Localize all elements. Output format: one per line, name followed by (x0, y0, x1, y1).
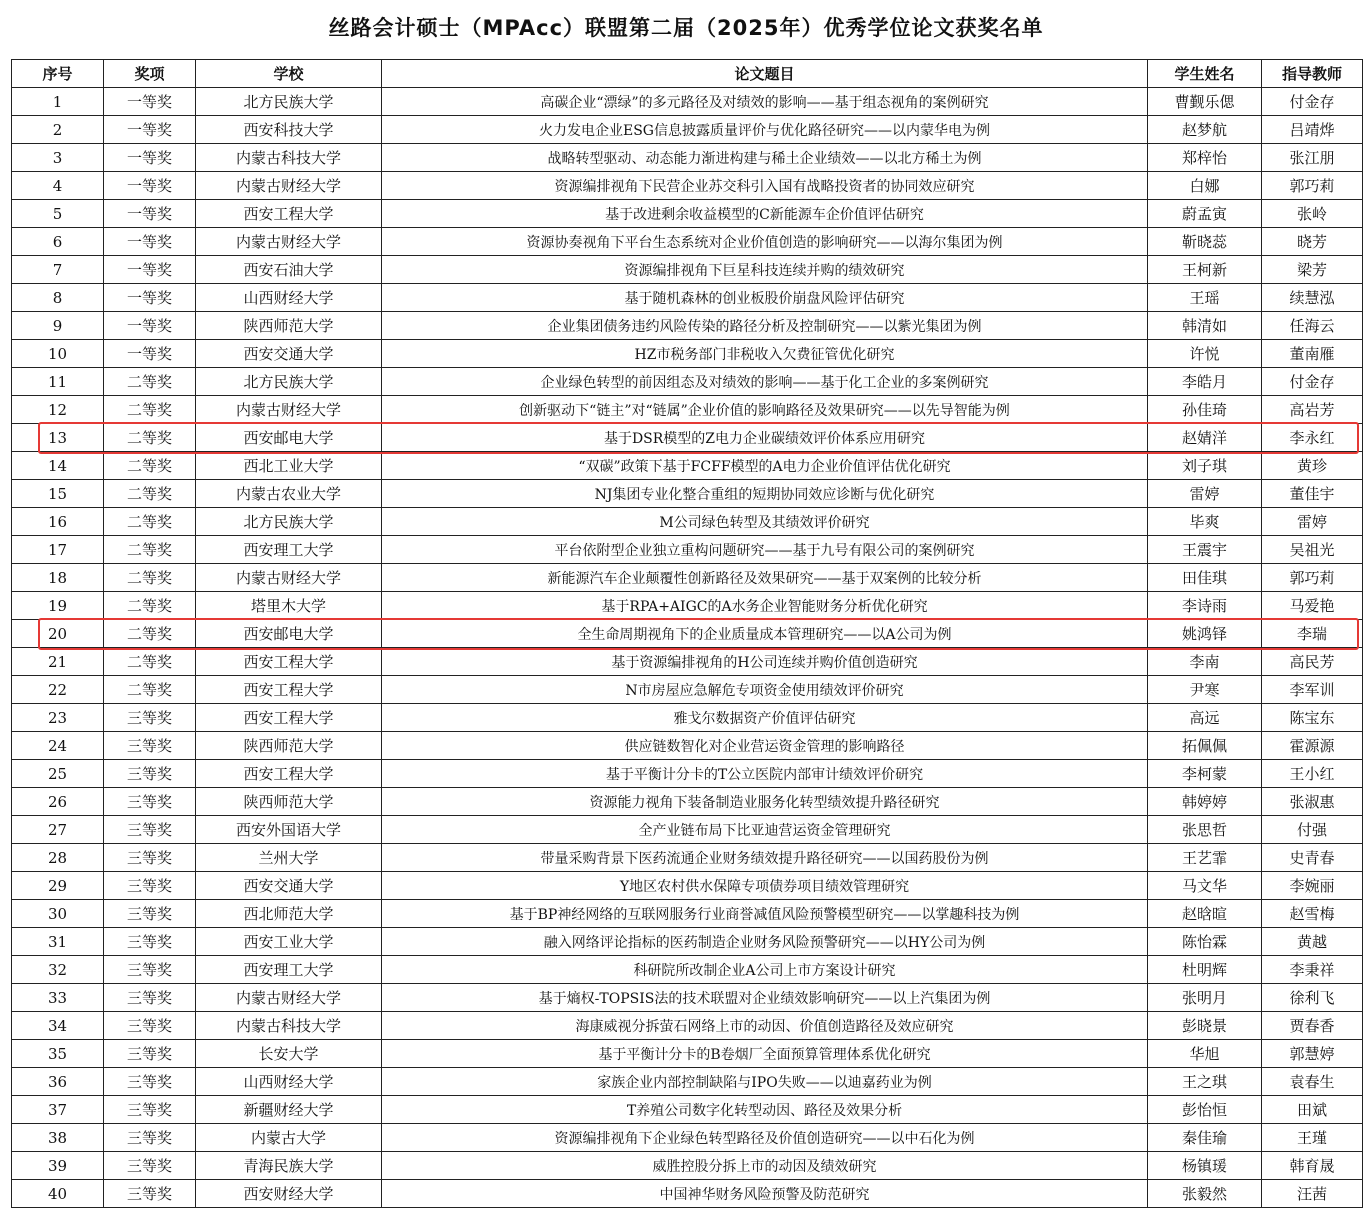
table-row (12, 676, 1363, 704)
cell-school: 青海民族大学 (196, 1152, 382, 1180)
cell-award: 二等奖 (104, 620, 196, 648)
cell-advisor: 董佳宇 (1262, 480, 1363, 508)
cell-advisor: 付强 (1262, 816, 1363, 844)
cell-thesis: 资源协奏视角下平台生态系统对企业价值创造的影响研究——以海尔集团为例 (382, 228, 1148, 256)
cell-no: 29 (12, 872, 104, 900)
table-row (12, 256, 1363, 284)
cell-thesis: 基于平衡计分卡的T公立医院内部审计绩效评价研究 (382, 760, 1148, 788)
cell-thesis: 基于改进剩余收益模型的C新能源车企价值评估研究 (382, 200, 1148, 228)
table-row (12, 172, 1363, 200)
cell-school: 山西财经大学 (196, 284, 382, 312)
cell-advisor: 李永红 (1262, 424, 1363, 452)
cell-no: 33 (12, 984, 104, 1012)
cell-thesis: 基于平衡计分卡的B卷烟厂全面预算管理体系优化研究 (382, 1040, 1148, 1068)
table-row (12, 900, 1363, 928)
cell-award: 二等奖 (104, 424, 196, 452)
cell-school: 兰州大学 (196, 844, 382, 872)
cell-award: 三等奖 (104, 760, 196, 788)
cell-no: 30 (12, 900, 104, 928)
cell-student: 彭怡恒 (1148, 1096, 1262, 1124)
table-row (12, 844, 1363, 872)
cell-thesis: 资源能力视角下装备制造业服务化转型绩效提升路径研究 (382, 788, 1148, 816)
cell-school: 西安工业大学 (196, 928, 382, 956)
cell-student: 白娜 (1148, 172, 1262, 200)
table-row (12, 312, 1363, 340)
table-row (12, 1180, 1363, 1208)
cell-no: 35 (12, 1040, 104, 1068)
cell-award: 一等奖 (104, 88, 196, 116)
cell-school: 内蒙古财经大学 (196, 564, 382, 592)
cell-no: 37 (12, 1096, 104, 1124)
table-row (12, 144, 1363, 172)
cell-school: 西安邮电大学 (196, 424, 382, 452)
cell-advisor: 高岩芳 (1262, 396, 1363, 424)
cell-school: 北方民族大学 (196, 88, 382, 116)
cell-student: 赵梦航 (1148, 116, 1262, 144)
cell-school: 西安财经大学 (196, 1180, 382, 1208)
cell-award: 一等奖 (104, 172, 196, 200)
header-advisor: 指导教师 (1262, 60, 1363, 88)
cell-no: 21 (12, 648, 104, 676)
cell-advisor: 董南雁 (1262, 340, 1363, 368)
cell-advisor: 梁芳 (1262, 256, 1363, 284)
cell-award: 三等奖 (104, 984, 196, 1012)
cell-student: 杨镇瑗 (1148, 1152, 1262, 1180)
cell-school: 陕西师范大学 (196, 732, 382, 760)
cell-school: 北方民族大学 (196, 368, 382, 396)
cell-award: 二等奖 (104, 592, 196, 620)
cell-school: 西安理工大学 (196, 536, 382, 564)
cell-student: 许悦 (1148, 340, 1262, 368)
cell-advisor: 贾春香 (1262, 1012, 1363, 1040)
table-row (12, 228, 1363, 256)
cell-student: 高远 (1148, 704, 1262, 732)
cell-advisor: 任海云 (1262, 312, 1363, 340)
table-row (12, 284, 1363, 312)
cell-thesis: 全生命周期视角下的企业质量成本管理研究——以A公司为例 (382, 620, 1148, 648)
cell-thesis: 高碳企业“漂绿”的多元路径及对绩效的影响——基于组态视角的案例研究 (382, 88, 1148, 116)
cell-no: 15 (12, 480, 104, 508)
table-header-row (12, 60, 1363, 88)
cell-thesis: T养殖公司数字化转型动因、路径及效果分析 (382, 1096, 1148, 1124)
cell-no: 18 (12, 564, 104, 592)
cell-school: 塔里木大学 (196, 592, 382, 620)
cell-student: 雷婷 (1148, 480, 1262, 508)
cell-no: 9 (12, 312, 104, 340)
cell-award: 三等奖 (104, 900, 196, 928)
cell-school: 山西财经大学 (196, 1068, 382, 1096)
cell-student: 李皓月 (1148, 368, 1262, 396)
cell-award: 三等奖 (104, 928, 196, 956)
cell-award: 二等奖 (104, 396, 196, 424)
cell-no: 31 (12, 928, 104, 956)
cell-student: 张思哲 (1148, 816, 1262, 844)
cell-advisor: 李瑞 (1262, 620, 1363, 648)
cell-school: 西安工程大学 (196, 648, 382, 676)
cell-thesis: Y地区农村供水保障专项债券项目绩效管理研究 (382, 872, 1148, 900)
cell-thesis: 威胜控股分拆上市的动因及绩效研究 (382, 1152, 1148, 1180)
cell-award: 二等奖 (104, 564, 196, 592)
cell-award: 一等奖 (104, 256, 196, 284)
cell-student: 张毅然 (1148, 1180, 1262, 1208)
table-row (12, 956, 1363, 984)
cell-student: 曹觐乐偲 (1148, 88, 1262, 116)
cell-student: 王艺霏 (1148, 844, 1262, 872)
table-row (12, 88, 1363, 116)
cell-student: 马文华 (1148, 872, 1262, 900)
cell-school: 西安交通大学 (196, 340, 382, 368)
cell-thesis: “双碳”政策下基于FCFF模型的A电力企业价值评估优化研究 (382, 452, 1148, 480)
cell-school: 西安交通大学 (196, 872, 382, 900)
cell-no: 38 (12, 1124, 104, 1152)
cell-no: 27 (12, 816, 104, 844)
cell-advisor: 李秉祥 (1262, 956, 1363, 984)
table-row (12, 1040, 1363, 1068)
cell-student: 靳晓蕊 (1148, 228, 1262, 256)
cell-student: 秦佳瑜 (1148, 1124, 1262, 1152)
table-row (12, 1068, 1363, 1096)
cell-no: 11 (12, 368, 104, 396)
cell-award: 一等奖 (104, 312, 196, 340)
cell-advisor: 李军训 (1262, 676, 1363, 704)
cell-thesis: 平台依附型企业独立重构问题研究——基于九号有限公司的案例研究 (382, 536, 1148, 564)
cell-award: 二等奖 (104, 676, 196, 704)
cell-school: 新疆财经大学 (196, 1096, 382, 1124)
cell-thesis: 科研院所改制企业A公司上市方案设计研究 (382, 956, 1148, 984)
cell-thesis: 家族企业内部控制缺陷与IPO失败——以迪嘉药业为例 (382, 1068, 1148, 1096)
table-row (12, 1012, 1363, 1040)
awards-table (11, 59, 1363, 1208)
cell-award: 三等奖 (104, 788, 196, 816)
cell-student: 姚鸿铎 (1148, 620, 1262, 648)
cell-advisor: 郭巧莉 (1262, 172, 1363, 200)
cell-school: 西安邮电大学 (196, 620, 382, 648)
cell-thesis: 雅戈尔数据资产价值评估研究 (382, 704, 1148, 732)
cell-student: 尹寒 (1148, 676, 1262, 704)
cell-advisor: 吴祖光 (1262, 536, 1363, 564)
table-body (12, 88, 1363, 1208)
cell-advisor: 田斌 (1262, 1096, 1363, 1124)
cell-student: 赵晗暄 (1148, 900, 1262, 928)
cell-school: 内蒙古财经大学 (196, 396, 382, 424)
cell-advisor: 徐利飞 (1262, 984, 1363, 1012)
cell-award: 三等奖 (104, 732, 196, 760)
cell-advisor: 李婉丽 (1262, 872, 1363, 900)
cell-thesis: 战略转型驱动、动态能力渐进构建与稀土企业绩效——以北方稀土为例 (382, 144, 1148, 172)
table-row (12, 704, 1363, 732)
cell-student: 李诗雨 (1148, 592, 1262, 620)
cell-award: 三等奖 (104, 956, 196, 984)
cell-thesis: 海康威视分拆萤石网络上市的动因、价值创造路径及效应研究 (382, 1012, 1148, 1040)
table-row (12, 620, 1363, 648)
cell-advisor: 黄珍 (1262, 452, 1363, 480)
cell-no: 4 (12, 172, 104, 200)
cell-no: 32 (12, 956, 104, 984)
cell-school: 内蒙古财经大学 (196, 984, 382, 1012)
cell-school: 内蒙古财经大学 (196, 228, 382, 256)
cell-thesis: 基于BP神经网络的互联网服务行业商誉减值风险预警模型研究——以掌趣科技为例 (382, 900, 1148, 928)
cell-school: 西安工程大学 (196, 200, 382, 228)
table-row (12, 368, 1363, 396)
cell-advisor: 王瑾 (1262, 1124, 1363, 1152)
cell-thesis: 基于DSR模型的Z电力企业碳绩效评价体系应用研究 (382, 424, 1148, 452)
table-row (12, 592, 1363, 620)
table-row (12, 1124, 1363, 1152)
cell-no: 16 (12, 508, 104, 536)
table-row (12, 1152, 1363, 1180)
header-thesis: 论文题目 (382, 60, 1148, 88)
cell-school: 内蒙古农业大学 (196, 480, 382, 508)
cell-award: 二等奖 (104, 368, 196, 396)
cell-student: 李南 (1148, 648, 1262, 676)
cell-thesis: 带量采购背景下医药流通企业财务绩效提升路径研究——以国药股份为例 (382, 844, 1148, 872)
table-row (12, 564, 1363, 592)
cell-thesis: 新能源汽车企业颠覆性创新路径及效果研究——基于双案例的比较分析 (382, 564, 1148, 592)
cell-award: 一等奖 (104, 200, 196, 228)
cell-student: 陈怡霖 (1148, 928, 1262, 956)
cell-no: 10 (12, 340, 104, 368)
cell-student: 张明月 (1148, 984, 1262, 1012)
cell-award: 二等奖 (104, 508, 196, 536)
table-row (12, 396, 1363, 424)
cell-advisor: 高民芳 (1262, 648, 1363, 676)
cell-student: 蔚孟寅 (1148, 200, 1262, 228)
cell-thesis: 中国神华财务风险预警及防范研究 (382, 1180, 1148, 1208)
table-row (12, 732, 1363, 760)
cell-advisor: 晓芳 (1262, 228, 1363, 256)
header-school: 学校 (196, 60, 382, 88)
cell-thesis: 全产业链布局下比亚迪营运资金管理研究 (382, 816, 1148, 844)
cell-student: 李柯蒙 (1148, 760, 1262, 788)
table-row (12, 536, 1363, 564)
cell-award: 一等奖 (104, 116, 196, 144)
table-row (12, 872, 1363, 900)
cell-school: 西安科技大学 (196, 116, 382, 144)
cell-award: 三等奖 (104, 844, 196, 872)
cell-no: 8 (12, 284, 104, 312)
cell-no: 3 (12, 144, 104, 172)
cell-advisor: 吕靖烨 (1262, 116, 1363, 144)
cell-advisor: 张岭 (1262, 200, 1363, 228)
cell-no: 19 (12, 592, 104, 620)
cell-thesis: M公司绿色转型及其绩效评价研究 (382, 508, 1148, 536)
cell-advisor: 史青春 (1262, 844, 1363, 872)
cell-student: 韩清如 (1148, 312, 1262, 340)
cell-no: 5 (12, 200, 104, 228)
cell-award: 三等奖 (104, 1124, 196, 1152)
cell-school: 西安外国语大学 (196, 816, 382, 844)
table-row (12, 452, 1363, 480)
cell-thesis: 融入网络评论指标的医药制造企业财务风险预警研究——以HY公司为例 (382, 928, 1148, 956)
table-row (12, 648, 1363, 676)
cell-school: 内蒙古大学 (196, 1124, 382, 1152)
cell-award: 三等奖 (104, 816, 196, 844)
header-award: 奖项 (104, 60, 196, 88)
cell-award: 一等奖 (104, 144, 196, 172)
table-row (12, 984, 1363, 1012)
cell-school: 西北工业大学 (196, 452, 382, 480)
cell-advisor: 袁春生 (1262, 1068, 1363, 1096)
cell-student: 华旭 (1148, 1040, 1262, 1068)
cell-thesis: HZ市税务部门非税收入欠费征管优化研究 (382, 340, 1148, 368)
cell-thesis: 基于RPA+AIGC的A水务企业智能财务分析优化研究 (382, 592, 1148, 620)
cell-award: 二等奖 (104, 536, 196, 564)
cell-student: 田佳琪 (1148, 564, 1262, 592)
cell-no: 28 (12, 844, 104, 872)
table-row (12, 1096, 1363, 1124)
cell-advisor: 张江朋 (1262, 144, 1363, 172)
cell-award: 二等奖 (104, 480, 196, 508)
cell-advisor: 付金存 (1262, 368, 1363, 396)
cell-student: 杜明辉 (1148, 956, 1262, 984)
cell-advisor: 郭巧莉 (1262, 564, 1363, 592)
cell-thesis: 资源编排视角下企业绿色转型路径及价值创造研究——以中石化为例 (382, 1124, 1148, 1152)
cell-thesis: 基于资源编排视角的H公司连续并购价值创造研究 (382, 648, 1148, 676)
cell-award: 三等奖 (104, 1040, 196, 1068)
cell-school: 西安工程大学 (196, 760, 382, 788)
cell-no: 40 (12, 1180, 104, 1208)
cell-school: 西安工程大学 (196, 704, 382, 732)
cell-thesis: NJ集团专业化整合重组的短期协同效应诊断与优化研究 (382, 480, 1148, 508)
cell-school: 西安理工大学 (196, 956, 382, 984)
cell-advisor: 张淑惠 (1262, 788, 1363, 816)
table-row (12, 508, 1363, 536)
cell-advisor: 汪茜 (1262, 1180, 1363, 1208)
cell-school: 西安工程大学 (196, 676, 382, 704)
cell-award: 一等奖 (104, 340, 196, 368)
cell-award: 三等奖 (104, 1068, 196, 1096)
table-row (12, 116, 1363, 144)
cell-thesis: 资源编排视角下民营企业苏交科引入国有战略投资者的协同效应研究 (382, 172, 1148, 200)
cell-school: 北方民族大学 (196, 508, 382, 536)
cell-thesis: 基于随机森林的创业板股价崩盘风险评估研究 (382, 284, 1148, 312)
header-no: 序号 (12, 60, 104, 88)
cell-no: 1 (12, 88, 104, 116)
table-row (12, 928, 1363, 956)
table-row (12, 200, 1363, 228)
cell-school: 西安石油大学 (196, 256, 382, 284)
cell-no: 7 (12, 256, 104, 284)
cell-advisor: 韩育晟 (1262, 1152, 1363, 1180)
cell-advisor: 郭慧婷 (1262, 1040, 1363, 1068)
cell-thesis: 资源编排视角下巨星科技连续并购的绩效研究 (382, 256, 1148, 284)
cell-student: 郑梓怡 (1148, 144, 1262, 172)
cell-advisor: 陈宝东 (1262, 704, 1363, 732)
cell-advisor: 付金存 (1262, 88, 1363, 116)
cell-award: 二等奖 (104, 452, 196, 480)
cell-school: 内蒙古科技大学 (196, 144, 382, 172)
cell-no: 13 (12, 424, 104, 452)
cell-award: 三等奖 (104, 1152, 196, 1180)
table-row (12, 480, 1363, 508)
cell-no: 23 (12, 704, 104, 732)
cell-no: 39 (12, 1152, 104, 1180)
cell-thesis: 创新驱动下“链主”对“链属”企业价值的影响路径及效果研究——以先导智能为例 (382, 396, 1148, 424)
cell-no: 17 (12, 536, 104, 564)
cell-award: 三等奖 (104, 872, 196, 900)
cell-student: 王柯新 (1148, 256, 1262, 284)
cell-no: 14 (12, 452, 104, 480)
cell-award: 三等奖 (104, 704, 196, 732)
cell-no: 36 (12, 1068, 104, 1096)
cell-student: 彭晓景 (1148, 1012, 1262, 1040)
cell-thesis: 火力发电企业ESG信息披露质量评价与优化路径研究——以内蒙华电为例 (382, 116, 1148, 144)
cell-student: 王震宇 (1148, 536, 1262, 564)
cell-advisor: 王小红 (1262, 760, 1363, 788)
cell-advisor: 雷婷 (1262, 508, 1363, 536)
cell-no: 34 (12, 1012, 104, 1040)
cell-no: 6 (12, 228, 104, 256)
cell-student: 王之琪 (1148, 1068, 1262, 1096)
cell-school: 陕西师范大学 (196, 312, 382, 340)
cell-no: 26 (12, 788, 104, 816)
cell-no: 2 (12, 116, 104, 144)
cell-award: 一等奖 (104, 228, 196, 256)
cell-award: 二等奖 (104, 648, 196, 676)
table-row (12, 816, 1363, 844)
cell-thesis: 供应链数智化对企业营运资金管理的影响路径 (382, 732, 1148, 760)
cell-advisor: 黄越 (1262, 928, 1363, 956)
cell-award: 三等奖 (104, 1012, 196, 1040)
cell-school: 长安大学 (196, 1040, 382, 1068)
cell-thesis: 基于熵权-TOPSIS法的技术联盟对企业绩效影响研究——以上汽集团为例 (382, 984, 1148, 1012)
cell-thesis: 企业绿色转型的前因组态及对绩效的影响——基于化工企业的多案例研究 (382, 368, 1148, 396)
cell-thesis: 企业集团债务违约风险传染的路径分析及控制研究——以紫光集团为例 (382, 312, 1148, 340)
table-row (12, 424, 1363, 452)
cell-advisor: 赵雪梅 (1262, 900, 1363, 928)
cell-school: 内蒙古财经大学 (196, 172, 382, 200)
table-row (12, 760, 1363, 788)
cell-student: 刘子琪 (1148, 452, 1262, 480)
cell-no: 24 (12, 732, 104, 760)
cell-no: 25 (12, 760, 104, 788)
cell-no: 12 (12, 396, 104, 424)
cell-school: 陕西师范大学 (196, 788, 382, 816)
cell-thesis: N市房屋应急解危专项资金使用绩效评价研究 (382, 676, 1148, 704)
cell-school: 西北师范大学 (196, 900, 382, 928)
cell-student: 赵婧洋 (1148, 424, 1262, 452)
cell-student: 毕爽 (1148, 508, 1262, 536)
cell-no: 22 (12, 676, 104, 704)
cell-award: 三等奖 (104, 1180, 196, 1208)
cell-student: 韩婷婷 (1148, 788, 1262, 816)
cell-advisor: 马爱艳 (1262, 592, 1363, 620)
cell-no: 20 (12, 620, 104, 648)
cell-advisor: 霍源源 (1262, 732, 1363, 760)
cell-award: 一等奖 (104, 284, 196, 312)
table-row (12, 788, 1363, 816)
cell-student: 拓佩佩 (1148, 732, 1262, 760)
header-student: 学生姓名 (1148, 60, 1262, 88)
cell-school: 内蒙古科技大学 (196, 1012, 382, 1040)
cell-award: 三等奖 (104, 1096, 196, 1124)
cell-advisor: 续慧泓 (1262, 284, 1363, 312)
table-row (12, 340, 1363, 368)
page-title: 丝路会计硕士（MPAcc）联盟第二届（2025年）优秀学位论文获奖名单 (328, 16, 1044, 40)
cell-student: 孙佳琦 (1148, 396, 1262, 424)
cell-student: 王瑶 (1148, 284, 1262, 312)
